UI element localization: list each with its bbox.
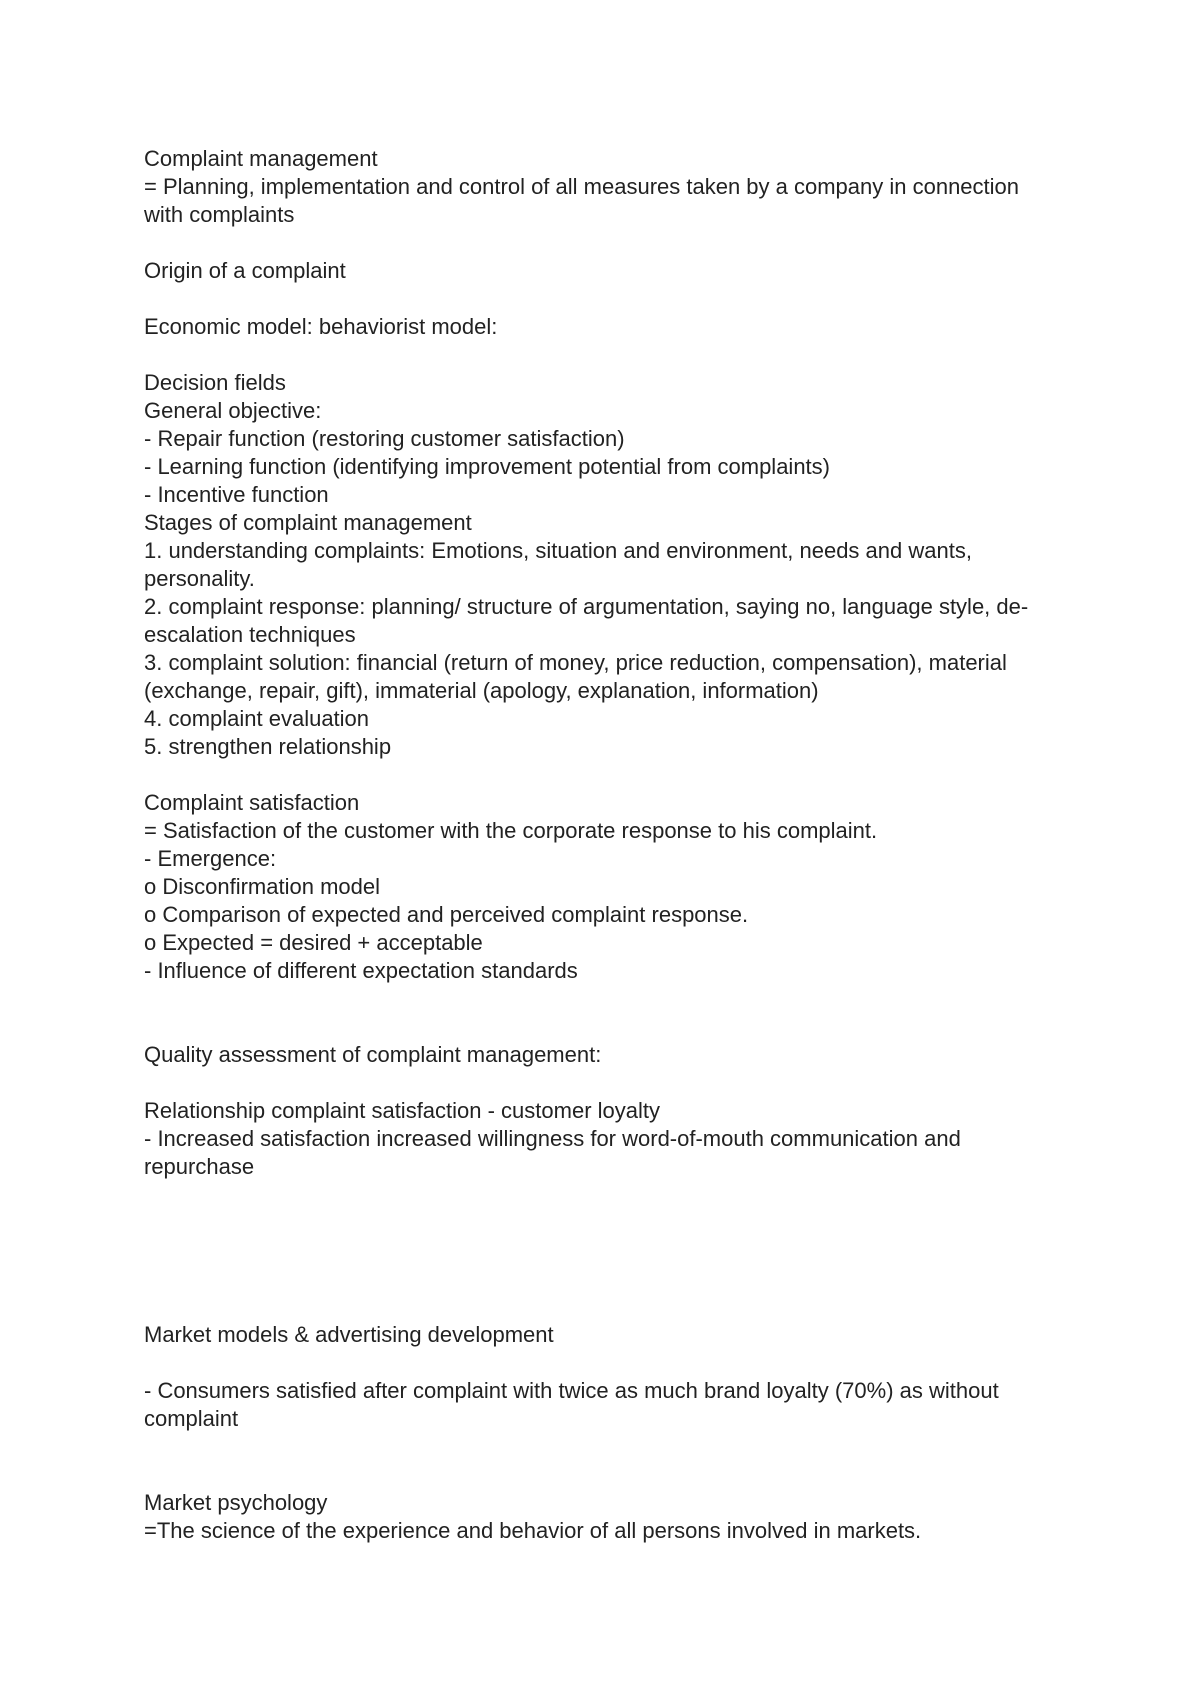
definition-market-psychology: =The science of the experience and behavior of all persons involved in markets.	[144, 1518, 922, 1543]
heading-decision-fields: Decision fields	[144, 370, 286, 395]
stage-item: 3. complaint solution: financial (return of money, price reduction, compensation), material (exchange, repair, gift), immaterial (apology, explanation, information)	[144, 650, 1007, 703]
definition-complaint-satisfaction: = Satisfaction of the customer with the corporate response to his complaint.	[144, 818, 878, 843]
heading-relationship: Relationship complaint satisfaction - customer loyalty	[144, 1098, 661, 1123]
list-item: - Emergence:	[144, 846, 277, 871]
spacer	[144, 229, 1064, 257]
heading-quality-assessment: Quality assessment of complaint management:	[144, 1042, 602, 1067]
heading-origin: Origin of a complaint	[144, 258, 346, 283]
heading-market-psychology: Market psychology	[144, 1490, 328, 1515]
stage-item: 5. strengthen relationship	[144, 734, 392, 759]
list-item: o Disconfirmation model	[144, 874, 380, 899]
stage-item: 2. complaint response: planning/ structure of argumentation, saying no, language style, de-escalation techniques	[144, 594, 1029, 647]
list-item: o Comparison of expected and perceived complaint response.	[144, 902, 749, 927]
spacer	[144, 341, 1064, 369]
list-item: - Consumers satisfied after complaint with twice as much brand loyalty (70%) as without complaint	[144, 1378, 999, 1431]
list-item: - Increased satisfaction increased willingness for word-of-mouth communication and repurchase	[144, 1126, 961, 1179]
list-item: - Repair function (restoring customer satisfaction)	[144, 426, 625, 451]
spacer	[144, 985, 1064, 1041]
heading-stages: Stages of complaint management	[144, 510, 472, 535]
stage-item: 1. understanding complaints: Emotions, situation and environment, needs and wants, personality.	[144, 538, 972, 591]
heading-market-models: Market models & advertising development	[144, 1322, 554, 1347]
spacer	[144, 761, 1064, 789]
spacer	[144, 1069, 1064, 1097]
spacer	[144, 1433, 1064, 1489]
economic-model-line: Economic model: behaviorist model:	[144, 314, 498, 339]
spacer	[144, 285, 1064, 313]
stage-item: 4. complaint evaluation	[144, 706, 370, 731]
general-objective-label: General objective:	[144, 398, 322, 423]
spacer	[144, 1349, 1064, 1377]
list-item: - Learning function (identifying improvement potential from complaints)	[144, 454, 830, 479]
heading-complaint-management: Complaint management	[144, 146, 378, 171]
list-item: - Influence of different expectation standards	[144, 958, 578, 983]
heading-complaint-satisfaction: Complaint satisfaction	[144, 790, 360, 815]
definition-complaint-management: = Planning, implementation and control of all measures taken by a company in connection with complaints	[144, 174, 1020, 227]
spacer	[144, 1181, 1064, 1321]
list-item: - Incentive function	[144, 482, 329, 507]
list-item: o Expected = desired + acceptable	[144, 930, 483, 955]
document-body	[144, 145, 1064, 1545]
